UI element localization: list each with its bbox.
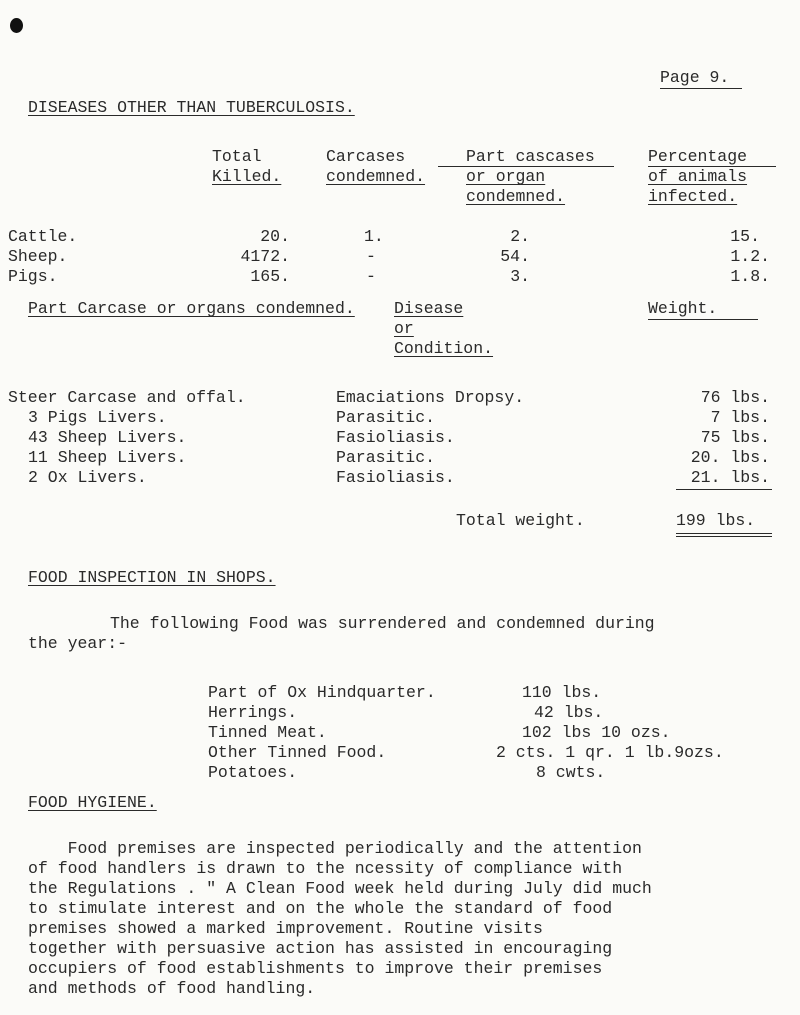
- total-weight-rule: [676, 533, 772, 534]
- condemned-disease: Fasioliasis.: [336, 468, 455, 487]
- row-percentage: 1.2.: [730, 247, 770, 266]
- header-killed: Killed.: [212, 167, 282, 186]
- header-carcases: Carcases: [326, 147, 406, 166]
- section-title-food-hygiene: FOOD HYGIENE.: [28, 793, 157, 812]
- condemned-item: 3 Pigs Livers.: [28, 408, 167, 427]
- food-inspection-intro-cont: the year:-: [28, 634, 128, 653]
- food-hygiene-paragraph-line: occupiers of food establishments to improve their premises: [28, 959, 603, 978]
- weights-subtotal-rule: [676, 489, 772, 490]
- surrendered-food-item: Tinned Meat.: [208, 723, 327, 742]
- header-total: Total: [212, 147, 262, 166]
- condemned-disease: Fasioliasis.: [336, 428, 455, 447]
- header-disease: Disease: [394, 299, 464, 318]
- header-or: or: [394, 319, 414, 338]
- row-carcases: -: [366, 247, 376, 266]
- total-weight-label: Total weight.: [456, 511, 585, 530]
- condemned-weight: 20. lbs.: [690, 448, 770, 467]
- surrendered-food-qty: 102 lbs 10 ozs.: [522, 723, 671, 742]
- row-part: 54.: [500, 247, 530, 266]
- condemned-weight: 21. lbs.: [690, 468, 770, 487]
- header-of-animals: of animals: [648, 167, 748, 186]
- row-part: 2.: [510, 227, 530, 246]
- row-total: 4172.: [240, 247, 290, 266]
- surrendered-food-qty: 42 lbs.: [534, 703, 604, 722]
- page-number: Page 9.: [660, 68, 730, 87]
- condemned-disease: Parasitic.: [336, 448, 436, 467]
- header-part-carcases: Part cascases: [466, 147, 595, 166]
- section-title-food-inspection: FOOD INSPECTION IN SHOPS.: [28, 568, 276, 587]
- food-hygiene-paragraph-line: of food handlers is drawn to the ncessity of compliance with: [28, 859, 623, 878]
- food-hygiene-paragraph-line: the Regulations . " A Clean Food week held during July did much: [28, 879, 652, 898]
- row-total: 20.: [260, 227, 290, 246]
- surrendered-food-item: Potatoes.: [208, 763, 298, 782]
- section-title-diseases: DISEASES OTHER THAN TUBERCULOSIS.: [28, 98, 355, 117]
- condemned-item: 11 Sheep Livers.: [28, 448, 187, 467]
- header-weight: Weight.: [648, 299, 718, 318]
- total-weight-value: 199 lbs.: [676, 511, 756, 530]
- header-part-carcase-condemned: Part Carcase or organs condemned.: [28, 299, 355, 318]
- header-or-organ: or organ: [466, 167, 546, 186]
- condemned-disease: Emaciations Dropsy.: [336, 388, 525, 407]
- condemned-weight: 7 lbs.: [710, 408, 770, 427]
- food-hygiene-paragraph-line: Food premises are inspected periodically and the attention: [28, 839, 642, 858]
- row-part: 3.: [510, 267, 530, 286]
- row-carcases: 1.: [364, 227, 384, 246]
- surrendered-food-item: Part of Ox Hindquarter.: [208, 683, 436, 702]
- row-animal: Sheep.: [8, 247, 68, 266]
- row-total: 165.: [250, 267, 290, 286]
- surrendered-food-item: Other Tinned Food.: [208, 743, 387, 762]
- header-infected: infected.: [648, 187, 738, 206]
- food-hygiene-paragraph-line: together with persuasive action has assisted in encouraging: [28, 939, 613, 958]
- row-carcases: -: [366, 267, 376, 286]
- food-hygiene-paragraph-line: premises showed a marked improvement. Routine visits: [28, 919, 543, 938]
- page-number-underline: [660, 88, 742, 89]
- condemned-item: Steer Carcase and offal.: [8, 388, 246, 407]
- surrendered-food-qty: 110 lbs.: [522, 683, 602, 702]
- hole-punch-mark: [10, 18, 23, 33]
- food-inspection-intro: The following Food was surrendered and condemned during: [110, 614, 655, 633]
- header-percentage: Percentage: [648, 147, 748, 166]
- total-weight-rule-double: [676, 536, 772, 537]
- condemned-item: 43 Sheep Livers.: [28, 428, 187, 447]
- row-animal: Pigs.: [8, 267, 58, 286]
- food-hygiene-paragraph-line: to stimulate interest and on the whole the standard of food: [28, 899, 613, 918]
- row-percentage: 15.: [730, 227, 760, 246]
- header-weight-rule: [648, 319, 758, 320]
- condemned-disease: Parasitic.: [336, 408, 436, 427]
- header-condition: Condition.: [394, 339, 494, 358]
- condemned-weight: 76 lbs.: [700, 388, 770, 407]
- row-animal: Cattle.: [8, 227, 78, 246]
- condemned-weight: 75 lbs.: [700, 428, 770, 447]
- header-condemned2: condemned.: [466, 187, 566, 206]
- header-condemned: condemned.: [326, 167, 426, 186]
- condemned-item: 2 Ox Livers.: [28, 468, 147, 487]
- food-hygiene-paragraph-line: and methods of food handling.: [28, 979, 316, 998]
- row-percentage: 1.8.: [730, 267, 770, 286]
- surrendered-food-item: Herrings.: [208, 703, 298, 722]
- surrendered-food-qty: 8 cwts.: [536, 763, 606, 782]
- surrendered-food-qty: 2 cts. 1 qr. 1 lb.9ozs.: [496, 743, 724, 762]
